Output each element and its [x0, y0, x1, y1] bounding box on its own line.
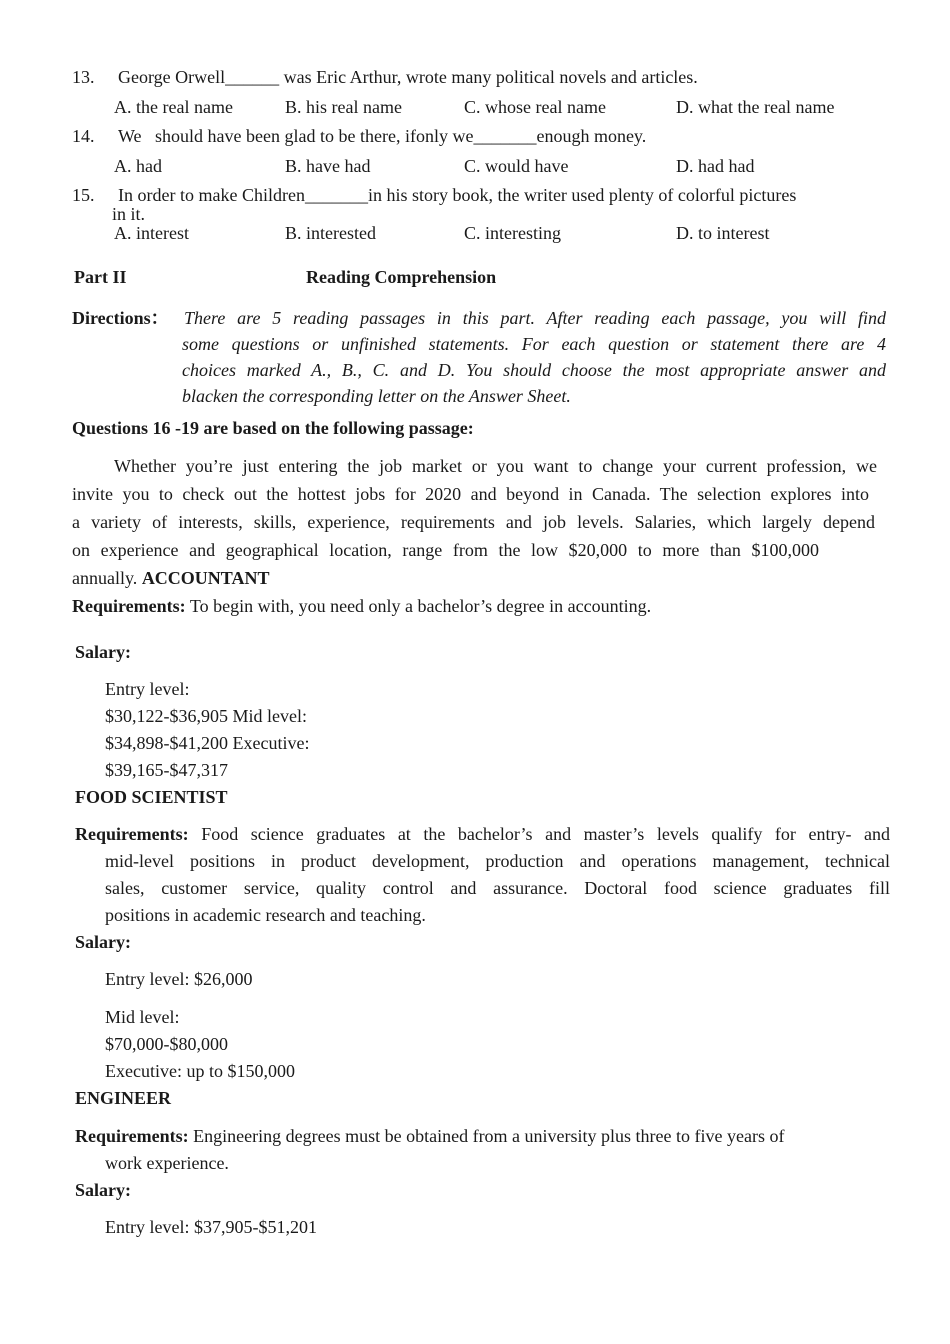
food-scientist-req-label: Requirements:: [75, 824, 189, 844]
accountant-req-label: Requirements:: [72, 596, 186, 616]
engineer-salary-label: Salary:: [75, 1180, 131, 1200]
directions-line-4: blacken the corresponding letter on the Answer Sheet.: [182, 386, 571, 406]
question-15-blank: _______: [304, 185, 368, 205]
passage-heading: Questions 16 -19 are based on the following passage:: [72, 418, 474, 438]
question-15-option-c: C. interesting: [464, 223, 561, 243]
question-14-blank: _______: [473, 126, 537, 146]
passage-line-2: invite you to check out the hottest jobs for 2020 and beyond in Canada. The selection explores into: [72, 484, 869, 504]
accountant-salary-label: Salary:: [75, 642, 131, 662]
accountant-requirements: [72, 595, 651, 617]
question-14-stem: [118, 125, 646, 147]
food-scientist-mid-label: Mid level:: [105, 1007, 180, 1027]
directions-line-3: choices marked A., B., C. and D. You should choose the most appropriate answer and: [182, 360, 886, 380]
food-scientist-executive: Executive: up to $150,000: [105, 1061, 295, 1081]
question-13-blank: ______: [225, 67, 280, 87]
food-scientist-req-line-1: [75, 823, 890, 845]
directions-line-1: There are 5 reading passages in this part. After reading each passage, you will find: [184, 308, 886, 328]
passage-last-text: annually.: [72, 568, 138, 588]
question-15-stem: [118, 184, 796, 206]
job-title-food-scientist: FOOD SCIENTIST: [75, 787, 228, 807]
food-scientist-salary-label: Salary:: [75, 932, 131, 952]
question-14-option-c: C. would have: [464, 156, 569, 176]
food-scientist-req-line-3: sales, customer service, quality control and assurance. Doctoral food science graduates fill: [105, 878, 890, 898]
passage-line-4: on experience and geographical location, range from the low $20,000 to more than $100,000: [72, 540, 819, 560]
food-scientist-req-text-1: Food science graduates at the bachelor’s and master’s levels qualify for entry- and: [201, 824, 890, 844]
job-title-accountant: ACCOUNTANT: [141, 568, 270, 588]
question-14-option-b: B. have had: [285, 156, 371, 176]
question-15-stem-end: in his story book, the writer used plenty of colorful pictures: [367, 185, 797, 205]
job-title-engineer: ENGINEER: [75, 1088, 172, 1108]
question-13-option-d: D. what the real name: [676, 97, 835, 117]
directions-label: Directions：: [72, 308, 169, 328]
engineer-req-line-2: work experience.: [105, 1153, 229, 1173]
question-15-option-d: D. to interest: [676, 223, 770, 243]
question-15-stem-continued: in it.: [112, 204, 146, 224]
food-scientist-req-line-2: mid-level positions in product development, production and operations management, technical: [105, 851, 890, 871]
engineer-req-line-1: [75, 1125, 784, 1147]
question-14-number: 14.: [72, 126, 95, 146]
question-14-stem-start: We should have been glad to be there, ifonly we: [118, 126, 474, 146]
question-15-stem-start: In order to make Children: [118, 185, 305, 205]
question-15-number: 15.: [72, 185, 95, 205]
question-13-stem-end: was Eric Arthur, wrote many political novels and articles.: [283, 67, 698, 87]
food-scientist-entry: Entry level: $26,000: [105, 969, 253, 989]
question-13-option-c: C. whose real name: [464, 97, 606, 117]
question-15-option-a: A. interest: [114, 223, 189, 243]
engineer-req-text-1: Engineering degrees must be obtained from a university plus three to five years of: [193, 1126, 785, 1146]
accountant-salary-line-1: Entry level:: [105, 679, 190, 699]
question-13-option-b: B. his real name: [285, 97, 402, 117]
passage-line-3: a variety of interests, skills, experience, requirements and job levels. Salaries, which largely depend: [72, 512, 875, 532]
accountant-req-text: To begin with, you need only a bachelor’s degree in accounting.: [189, 596, 652, 616]
question-13-option-a: A. the real name: [114, 97, 233, 117]
question-14-option-d: D. had had: [676, 156, 755, 176]
question-13-stem: [118, 66, 698, 88]
food-scientist-req-line-4: positions in academic research and teaching.: [105, 905, 426, 925]
question-13-number: 13.: [72, 67, 95, 87]
question-15-option-b: B. interested: [285, 223, 376, 243]
part-label: Part II: [74, 267, 127, 287]
question-14-stem-end: enough money.: [536, 126, 647, 146]
question-13-stem-start: George Orwell: [118, 67, 226, 87]
question-14-option-a: A. had: [114, 156, 162, 176]
part-title: Reading Comprehension: [306, 267, 497, 287]
accountant-salary-line-3: $34,898-$41,200 Executive:: [105, 733, 310, 753]
accountant-salary-line-4: $39,165-$47,317: [105, 760, 228, 780]
food-scientist-mid-value: $70,000-$80,000: [105, 1034, 228, 1054]
engineer-entry: Entry level: $37,905-$51,201: [105, 1217, 317, 1237]
engineer-req-label: Requirements:: [75, 1126, 189, 1146]
passage-line-1: Whether you’re just entering the job market or you want to change your current profession, we: [114, 456, 877, 476]
accountant-salary-line-2: $30,122-$36,905 Mid level:: [105, 706, 307, 726]
directions-line-2: some questions or unfinished statements. For each question or statement there are 4: [182, 334, 886, 354]
passage-line-5: [72, 567, 269, 589]
